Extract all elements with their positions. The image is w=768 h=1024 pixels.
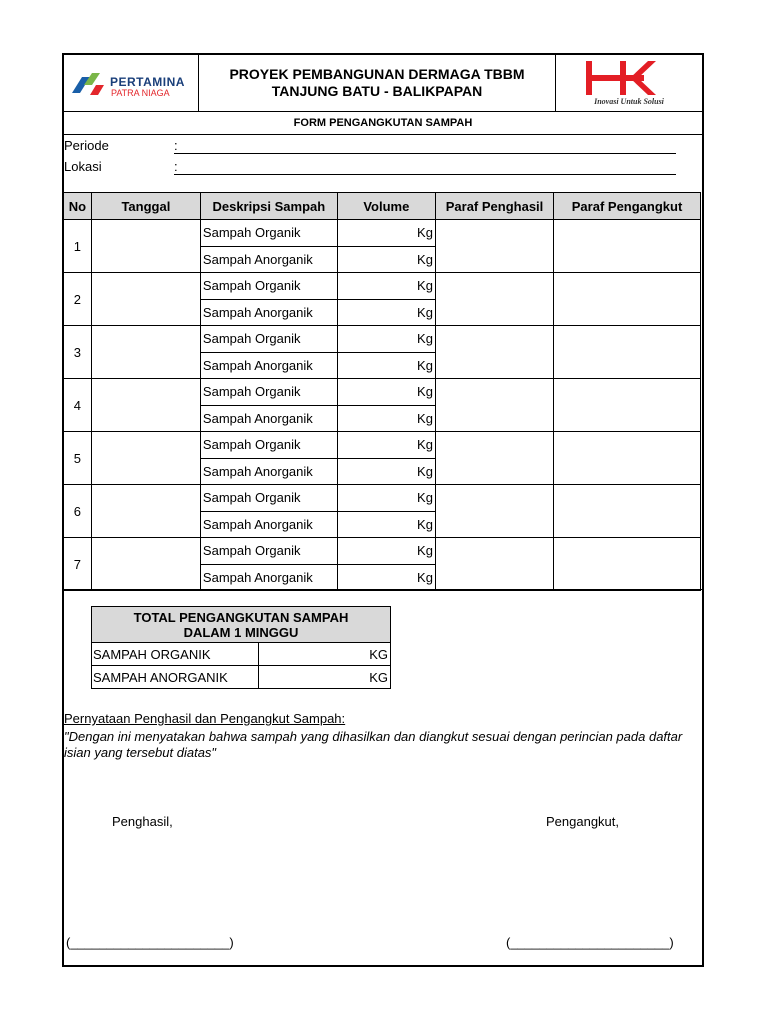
paraf-pengangkut-cell[interactable] bbox=[554, 379, 701, 432]
volume-cell[interactable]: Kg bbox=[337, 564, 435, 591]
tanggal-cell[interactable] bbox=[91, 379, 200, 432]
row-no: 5 bbox=[64, 432, 92, 485]
row-no: 3 bbox=[64, 326, 92, 379]
volume-cell[interactable]: Kg bbox=[337, 379, 435, 406]
desc-cell: Sampah Anorganik bbox=[200, 458, 337, 485]
paraf-penghasil-cell[interactable] bbox=[435, 273, 553, 326]
waste-table bbox=[63, 192, 701, 591]
lokasi-label: Lokasi bbox=[64, 159, 102, 174]
lokasi-line bbox=[174, 174, 676, 175]
pertamina-logo-sub: PATRA NIAGA bbox=[111, 88, 170, 98]
tanggal-cell[interactable] bbox=[91, 432, 200, 485]
volume-cell[interactable]: Kg bbox=[337, 405, 435, 432]
row-no: 6 bbox=[64, 485, 92, 538]
tanggal-cell[interactable] bbox=[91, 326, 200, 379]
total-label: SAMPAH ORGANIK bbox=[92, 643, 259, 666]
paraf-penghasil-cell[interactable] bbox=[435, 538, 553, 591]
header-no: No bbox=[64, 193, 92, 220]
tanggal-cell[interactable] bbox=[91, 273, 200, 326]
paraf-pengangkut-cell[interactable] bbox=[554, 273, 701, 326]
table-row bbox=[64, 379, 701, 406]
total-value[interactable]: KG bbox=[259, 643, 391, 666]
desc-cell: Sampah Organik bbox=[200, 273, 337, 300]
periode-label: Periode bbox=[64, 138, 109, 153]
pengangkut-label: Pengangkut, bbox=[546, 814, 620, 829]
form-header bbox=[64, 55, 702, 112]
table-row bbox=[64, 538, 701, 565]
desc-cell: Sampah Organik bbox=[200, 220, 337, 247]
section-divider bbox=[64, 589, 702, 590]
periode-line bbox=[174, 153, 676, 154]
total-row bbox=[92, 666, 391, 689]
hk-logo-tagline: Inovasi Untuk Solusi bbox=[594, 97, 664, 106]
pertamina-logo-name: PERTAMINA bbox=[110, 75, 185, 89]
volume-cell[interactable]: Kg bbox=[337, 299, 435, 326]
desc-cell: Sampah Anorganik bbox=[200, 511, 337, 538]
desc-cell: Sampah Organik bbox=[200, 485, 337, 512]
pengangkut-signature-line[interactable]: (______________________) bbox=[506, 935, 674, 950]
desc-cell: Sampah Anorganik bbox=[200, 299, 337, 326]
row-no: 2 bbox=[64, 273, 92, 326]
total-row bbox=[92, 643, 391, 666]
project-title bbox=[199, 55, 555, 111]
tanggal-cell[interactable] bbox=[91, 220, 200, 273]
table-row bbox=[64, 273, 701, 300]
volume-cell[interactable]: Kg bbox=[337, 432, 435, 459]
desc-cell: Sampah Organik bbox=[200, 538, 337, 565]
paraf-pengangkut-cell[interactable] bbox=[554, 538, 701, 591]
desc-cell: Sampah Anorganik bbox=[200, 246, 337, 273]
desc-cell: Sampah Organik bbox=[200, 432, 337, 459]
table-row bbox=[64, 220, 701, 247]
volume-cell[interactable]: Kg bbox=[337, 273, 435, 300]
statement-text: "Dengan ini menyatakan bahwa sampah yang dihasilkan dan diangkut sesuai dengan perincian pada daftar isian yang tersebut diatas" bbox=[64, 729, 683, 760]
pertamina-logo bbox=[64, 55, 199, 111]
paraf-penghasil-cell[interactable] bbox=[435, 379, 553, 432]
project-title-line2: TANJUNG BATU - BALIKPAPAN bbox=[271, 83, 483, 99]
project-title-line1: PROYEK PEMBANGUNAN DERMAGA TBBM bbox=[229, 66, 525, 82]
paraf-pengangkut-cell[interactable] bbox=[554, 432, 701, 485]
paraf-penghasil-cell[interactable] bbox=[435, 432, 553, 485]
penghasil-signature-line[interactable]: (______________________) bbox=[66, 935, 234, 950]
total-label: SAMPAH ANORGANIK bbox=[92, 666, 259, 689]
desc-cell: Sampah Anorganik bbox=[200, 564, 337, 591]
desc-cell: Sampah Anorganik bbox=[200, 352, 337, 379]
volume-cell[interactable]: Kg bbox=[337, 538, 435, 565]
desc-cell: Sampah Organik bbox=[200, 379, 337, 406]
volume-cell[interactable]: Kg bbox=[337, 352, 435, 379]
paraf-penghasil-cell[interactable] bbox=[435, 326, 553, 379]
table-row bbox=[64, 326, 701, 353]
total-table bbox=[91, 606, 391, 689]
volume-cell[interactable]: Kg bbox=[337, 511, 435, 538]
hk-logo bbox=[555, 55, 702, 111]
tanggal-cell[interactable] bbox=[91, 538, 200, 591]
paraf-penghasil-cell[interactable] bbox=[435, 220, 553, 273]
header-paraf-penghasil: Paraf Penghasil bbox=[435, 193, 553, 220]
volume-cell[interactable]: Kg bbox=[337, 246, 435, 273]
paraf-pengangkut-cell[interactable] bbox=[554, 485, 701, 538]
form-document bbox=[62, 53, 704, 967]
header-tanggal: Tanggal bbox=[91, 193, 200, 220]
row-no: 7 bbox=[64, 538, 92, 591]
penghasil-label: Penghasil, bbox=[112, 814, 173, 829]
volume-cell[interactable]: Kg bbox=[337, 485, 435, 512]
desc-cell: Sampah Anorganik bbox=[200, 405, 337, 432]
lokasi-colon: : bbox=[174, 159, 178, 174]
statement-title: Pernyataan Penghasil dan Pengangkut Sampah: bbox=[64, 711, 346, 726]
header-volume: Volume bbox=[337, 193, 435, 220]
paraf-penghasil-cell[interactable] bbox=[435, 485, 553, 538]
header-deskripsi: Deskripsi Sampah bbox=[200, 193, 337, 220]
row-no: 1 bbox=[64, 220, 92, 273]
total-title-line1: TOTAL PENGANGKUTAN SAMPAH bbox=[133, 609, 349, 625]
periode-colon: : bbox=[174, 138, 178, 153]
table-header-row bbox=[64, 193, 701, 220]
volume-cell[interactable]: Kg bbox=[337, 326, 435, 353]
desc-cell: Sampah Organik bbox=[200, 326, 337, 353]
volume-cell[interactable]: Kg bbox=[337, 458, 435, 485]
table-row bbox=[64, 432, 701, 459]
tanggal-cell[interactable] bbox=[91, 485, 200, 538]
volume-cell[interactable]: Kg bbox=[337, 220, 435, 247]
total-title bbox=[92, 607, 391, 643]
paraf-pengangkut-cell[interactable] bbox=[554, 326, 701, 379]
header-paraf-pengangkut: Paraf Pengangkut bbox=[554, 193, 701, 220]
total-title-line2: DALAM 1 MINGGU bbox=[183, 624, 299, 640]
paraf-pengangkut-cell[interactable] bbox=[554, 220, 701, 273]
total-value[interactable]: KG bbox=[259, 666, 391, 689]
form-title: FORM PENGANGKUTAN SAMPAH bbox=[64, 112, 702, 135]
row-no: 4 bbox=[64, 379, 92, 432]
table-row bbox=[64, 485, 701, 512]
